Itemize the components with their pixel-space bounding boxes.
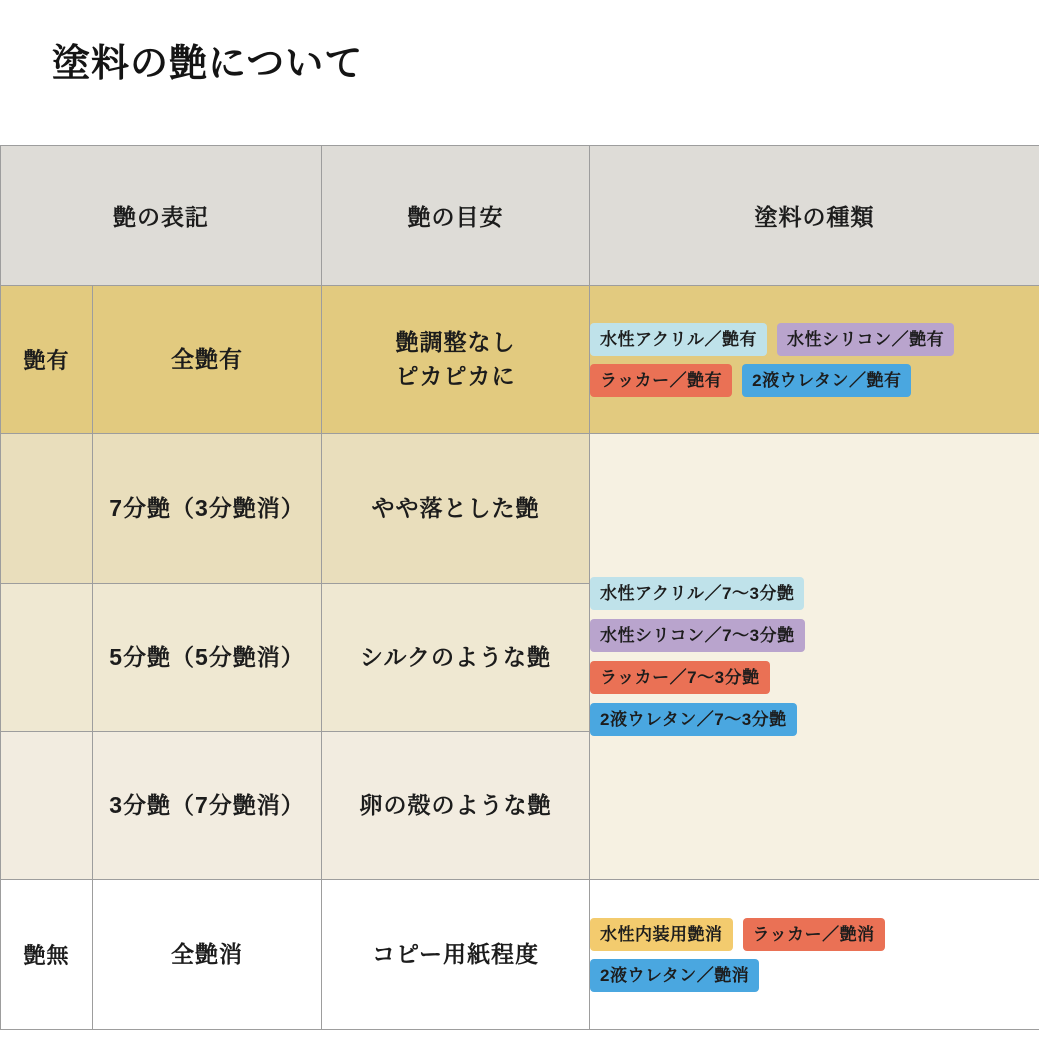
column-header-types: 塗料の種類 — [590, 146, 1039, 286]
group-label-blank — [1, 434, 93, 584]
group-label-matte: 艶無 — [1, 880, 93, 1030]
guide-7bu: やや落とした艶 — [322, 434, 590, 584]
gloss-table — [0, 145, 1039, 1030]
notation-5bu: 5分艶（5分艶消） — [93, 584, 322, 732]
table-header — [1, 146, 1039, 286]
tag-group-mid-gloss — [590, 577, 1039, 736]
guide-line-2: ピカピカに — [395, 362, 516, 389]
paint-tag: 2液ウレタン／7〜3分艶 — [590, 703, 797, 736]
notation-3bu: 3分艶（7分艶消） — [93, 732, 322, 880]
group-label-blank — [1, 584, 93, 732]
paint-tag: 2液ウレタン／艶消 — [590, 959, 759, 992]
guide-full-gloss — [322, 286, 590, 434]
table-row — [1, 880, 1039, 1030]
column-header-notation: 艶の表記 — [1, 146, 322, 286]
types-full-gloss — [590, 286, 1039, 434]
paint-tag: 水性シリコン／7〜3分艶 — [590, 619, 805, 652]
notation-matte: 全艶消 — [93, 880, 322, 1030]
paint-tag: ラッカー／艶有 — [590, 364, 732, 397]
notation-full-gloss: 全艶有 — [93, 286, 322, 434]
paint-tag: ラッカー／艶消 — [743, 918, 885, 951]
tag-group-full-gloss — [590, 323, 1039, 397]
table-header-row — [1, 146, 1039, 286]
tag-group-matte — [590, 918, 1039, 992]
table-body — [1, 286, 1039, 1030]
guide-5bu: シルクのような艶 — [322, 584, 590, 732]
table-row — [1, 434, 1039, 584]
column-header-guide: 艶の目安 — [322, 146, 590, 286]
notation-7bu: 7分艶（3分艶消） — [93, 434, 322, 584]
paint-tag: 水性シリコン／艶有 — [777, 323, 954, 356]
group-label-gloss: 艶有 — [1, 286, 93, 434]
guide-matte: コピー用紙程度 — [322, 880, 590, 1030]
paint-tag: 水性アクリル／7〜3分艶 — [590, 577, 804, 610]
page-title: 塗料の艶について — [52, 43, 364, 85]
types-mid-gloss — [590, 434, 1039, 880]
paint-tag: 水性内装用艶消 — [590, 918, 733, 951]
guide-line-1: 艶調整なし — [395, 329, 516, 356]
paint-tag: 2液ウレタン／艶有 — [742, 364, 911, 397]
paint-tag: 水性アクリル／艶有 — [590, 323, 767, 356]
guide-3bu: 卵の殻のような艶 — [322, 732, 590, 880]
paint-tag: ラッカー／7〜3分艶 — [590, 661, 770, 694]
table-row — [1, 286, 1039, 434]
group-label-blank — [1, 732, 93, 880]
types-matte — [590, 880, 1039, 1030]
